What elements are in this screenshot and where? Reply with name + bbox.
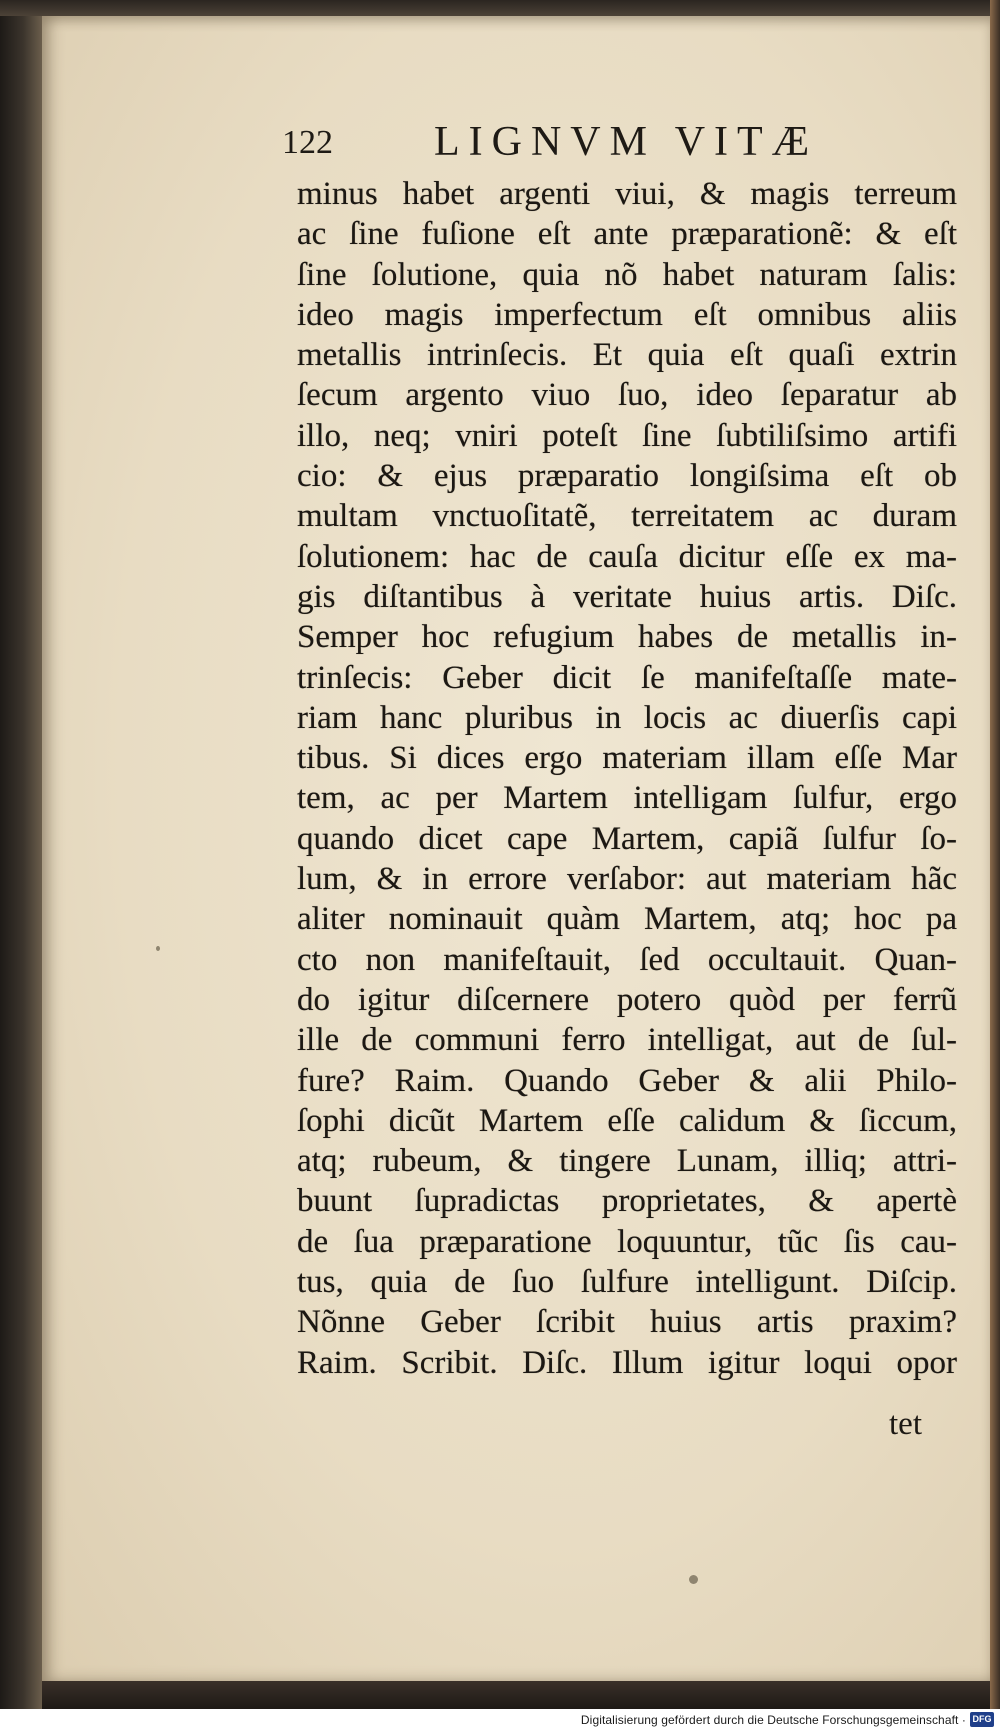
page-bottom-edge: [42, 1681, 990, 1709]
text-line: ſecum argento viuo ſuo, ideo ſeparatur ab: [297, 377, 957, 414]
page-header: [282, 118, 882, 178]
text-line: Raim. Scribit. Diſc. Illum igitur loqui opor: [297, 1344, 957, 1381]
text-line: atq; rubeum, & tingere Lunam, illiq; attri-: [297, 1143, 957, 1180]
text-line: aliter nominauit quàm Martem, atq; hoc pa: [297, 901, 957, 938]
text-line: lum, & in errore verſabor: aut materiam hãc: [297, 861, 957, 898]
text-line: cto non manifeſtauit, ſed occultauit. Quan-: [297, 941, 957, 978]
page-number: 122: [282, 124, 333, 161]
scan-shadow-top: [0, 0, 1000, 16]
text-line: trinſecis: Geber dicit ſe manifeſtaſſe mate-: [297, 659, 957, 696]
text-line: riam hanc pluribus in locis ac diuerſis capi: [297, 699, 957, 736]
catchword: tet: [889, 1406, 922, 1442]
text-line: ille de communi ferro intelligat, aut de ſul-: [297, 1022, 957, 1059]
paper-speck: [156, 946, 160, 951]
text-line: do igitur diſcernere potero quòd per ferrũ: [297, 981, 957, 1018]
text-line: ſine ſolutione, quia nõ habet naturam ſalis:: [297, 256, 957, 293]
funding-credit: Digitalisierung gefördert durch die Deutsche Forschungsgemeinschaft ·: [580, 1713, 966, 1727]
text-line: illo, neq; vniri poteſt ſine ſubtiliſsimo artifi: [297, 417, 957, 454]
text-line: fure? Raim. Quando Geber & alii Philo-: [297, 1062, 957, 1099]
text-line: tem, ac per Martem intelligam ſulfur, ergo: [297, 780, 957, 817]
body-text: [297, 174, 957, 1383]
text-line: ac ſine fuſione eſt ante præparationẽ: & eſt: [297, 216, 957, 253]
text-line: ſolutionem: hac de cauſa dicitur eſſe ex ma-: [297, 538, 957, 575]
text-line: minus habet argenti viui, & magis terreum: [297, 176, 957, 212]
text-line: quando dicet cape Martem, capiã ſulfur ſo-: [297, 820, 957, 857]
text-line: multam vnctuoſitatẽ, terreitatem ac duram: [297, 498, 957, 535]
running-title: LIGNVM VITÆ: [434, 119, 819, 165]
text-line: metallis intrinſecis. Et quia eſt quaſi extrin: [297, 337, 957, 374]
text-line: buunt ſupradictas proprietates, & apertè: [297, 1183, 957, 1220]
scan-edge-right: [990, 0, 1000, 1732]
text-line: tibus. Si dices ergo materiam illam eſſe Mar: [297, 740, 957, 777]
text-line: ſophi dicũt Martem eſſe calidum & ſiccum,: [297, 1102, 957, 1139]
text-line: de ſua præparatione loquuntur, tũc ſis cau-: [297, 1223, 957, 1260]
text-line: ideo magis imperfectum eſt omnibus aliis: [297, 296, 957, 333]
scan-shadow-left: [0, 0, 42, 1732]
dfg-logo: DFG: [970, 1712, 994, 1727]
text-line: cio: & ejus præparatio longiſsima eſt ob: [297, 458, 957, 495]
text-line: Nõnne Geber ſcribit huius artis praxim?: [297, 1304, 957, 1341]
text-line: Semper hoc refugium habes de metallis in-: [297, 619, 957, 656]
paper-speck: [689, 1575, 698, 1584]
text-line: tus, quia de ſuo ſulfure intelligunt. Diſcip.: [297, 1264, 957, 1301]
text-line: gis diſtantibus à veritate huius artis. Diſc.: [297, 578, 957, 615]
